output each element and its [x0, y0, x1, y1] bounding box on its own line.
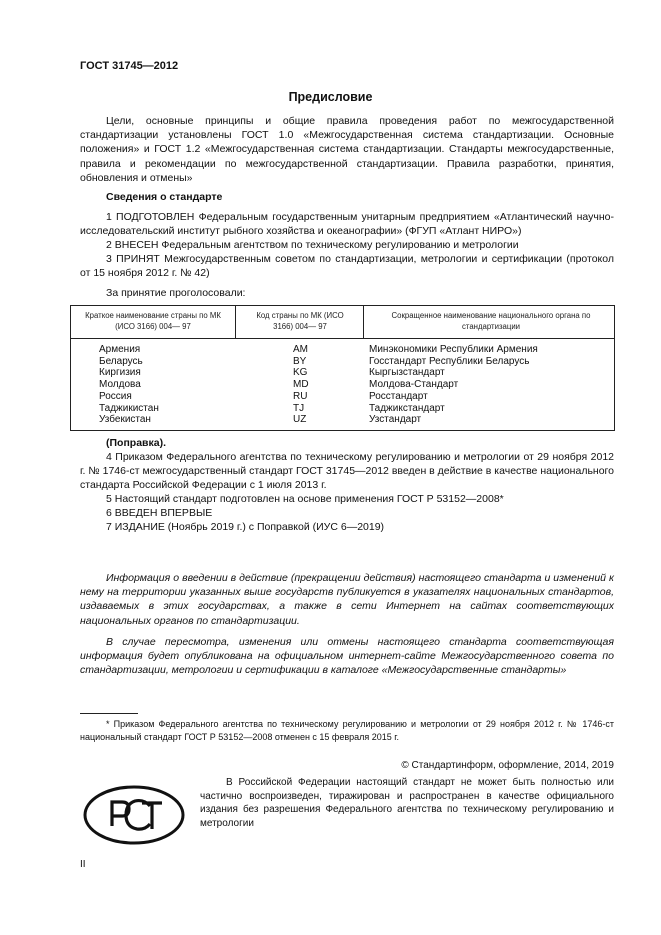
section-heading: Сведения о стандарте [106, 191, 223, 203]
table-cell-country: Узбекистан [99, 414, 151, 426]
item-3-adopted: 3 ПРИНЯТ Межгосударственным советом по стандартизации, метрологии и сертификации (протокол от 15 ноября 2012 г. № 42) [80, 253, 614, 280]
item-2-submitted: 2 ВНЕСЕН Федеральным агентством по техническому регулированию и метрологии [106, 239, 519, 251]
column-header-country: Краткое наименование страны по МК (ИСО 3166) 004— 97 [85, 311, 221, 331]
table-cell-body: Минэкономики Республики Армения [369, 344, 538, 355]
footnote: * Приказом Федерального агентства по техническому регулированию и метрологии от 29 ноября 2012 г. № 1746-ст национальный стандарт ГОСТ Р 53152—2008 отменен с 15 февраля 2015 г. [80, 719, 614, 742]
table-cell-body: Таджикстандарт [369, 402, 445, 414]
table-cell-country: Беларусь [99, 355, 143, 367]
info-notice-2: В случае пересмотра, изменения или отмены настоящего стандарта соответствующая информация будет опубликована на официальном интернет-сайте Межгосударственного совета по стандартизации, метрологии и сертификации в каталоге «Межгосударственные стандарты» [80, 636, 614, 677]
table-cell-body: Росстандарт [369, 390, 428, 402]
table-cell-code: BY [293, 355, 307, 367]
table-cell-code: UZ [293, 414, 307, 426]
table-cell-body: Узстандарт [369, 414, 422, 426]
table-cell-country: Россия [99, 390, 132, 402]
table-cell-body: Молдова-Стандарт [369, 379, 459, 391]
table-cell-code: MD [293, 379, 309, 391]
table-cell-country: Молдова [99, 379, 141, 391]
table-cell-code: AM [293, 344, 308, 355]
column-header-code: Код страны по МК (ИСО 3166) 004— 97 [256, 311, 344, 331]
table-cell-code: RU [293, 390, 308, 402]
rights-notice: В Российской Федерации настоящий стандарт не может быть полностью или частично воспроизведен, тиражирован и распространен в качестве официального издания без разрешения Федерального агентства по техническому регулированию и метрологии [200, 777, 614, 829]
table-cell-body: Госстандарт Республики Беларусь [369, 355, 530, 367]
voting-table [70, 305, 615, 431]
item-4-order: 4 Приказом Федерального агентства по техническому регулированию и метрологии от 29 ноября 2012 г. № 1746-ст межгосударственный стандарт ГОСТ 31745—2012 введен в действие в качестве национального стандарта Российской Федерации с 1 июля 2013 г. [80, 451, 614, 492]
preface-intro: Цели, основные принципы и общие правила проведения работ по межгосударственной стандартизации установлены ГОСТ 1.0 «Межгосударственная система стандартизации. Основные положения» и ГОСТ 1.2 «Межгосударственная система стандартизации. Стандарты межгосударственные, правила и рекомендации по межгосударственной стандартизации. Правила разработки, принятия, обновления и отмены» [80, 115, 614, 184]
table-cell-body: Кыргызстандарт [369, 367, 445, 379]
document-code-header: ГОСТ 31745—2012 [80, 60, 179, 72]
item-7-edition: 7 ИЗДАНИЕ (Ноябрь 2019 г.) с Поправкой (ИУС 6—2019) [106, 521, 385, 533]
table-cell-country: Армения [99, 344, 141, 355]
column-header-body: Сокращенное наименование национального органа по стандартизации [391, 311, 591, 331]
table-cell-country: Таджикистан [99, 402, 159, 414]
footnote-separator [80, 713, 138, 714]
table-cell-code: TJ [293, 402, 305, 414]
info-notice-1: Информация о введении в действие (прекращении действия) настоящего стандарта и изменений к нему на территории указанных выше государств публикуется в указателях национальных стандартов, издаваемых в этих государствах, а также в сети Интернет на сайтах соответствующих национальных органов по стандартизации. [80, 572, 614, 627]
voted-label: За принятие проголосовали: [106, 287, 246, 299]
item-1-prepared: 1 ПОДГОТОВЛЕН Федеральным государственным унитарным предприятием «Атлантический научно-исследовательский институт рыбного хозяйства и океанографии» (ФГУП «Атлант НИРО») [80, 211, 614, 238]
amendment-label: (Поправка). [106, 437, 167, 449]
table-cell-country: Киргизия [99, 367, 141, 379]
copyright: © Стандартинформ, оформление, 2014, 2019 [401, 760, 614, 771]
pst-certification-logo-icon [82, 784, 186, 851]
item-5-basis: 5 Настоящий стандарт подготовлен на основе применения ГОСТ Р 53152—2008* [106, 493, 504, 505]
page-title: Предисловие [288, 90, 373, 104]
table-cell-code: KG [293, 367, 308, 379]
page-number: II [80, 859, 86, 870]
item-6-new: 6 ВВЕДЕН ВПЕРВЫЕ [106, 507, 213, 519]
